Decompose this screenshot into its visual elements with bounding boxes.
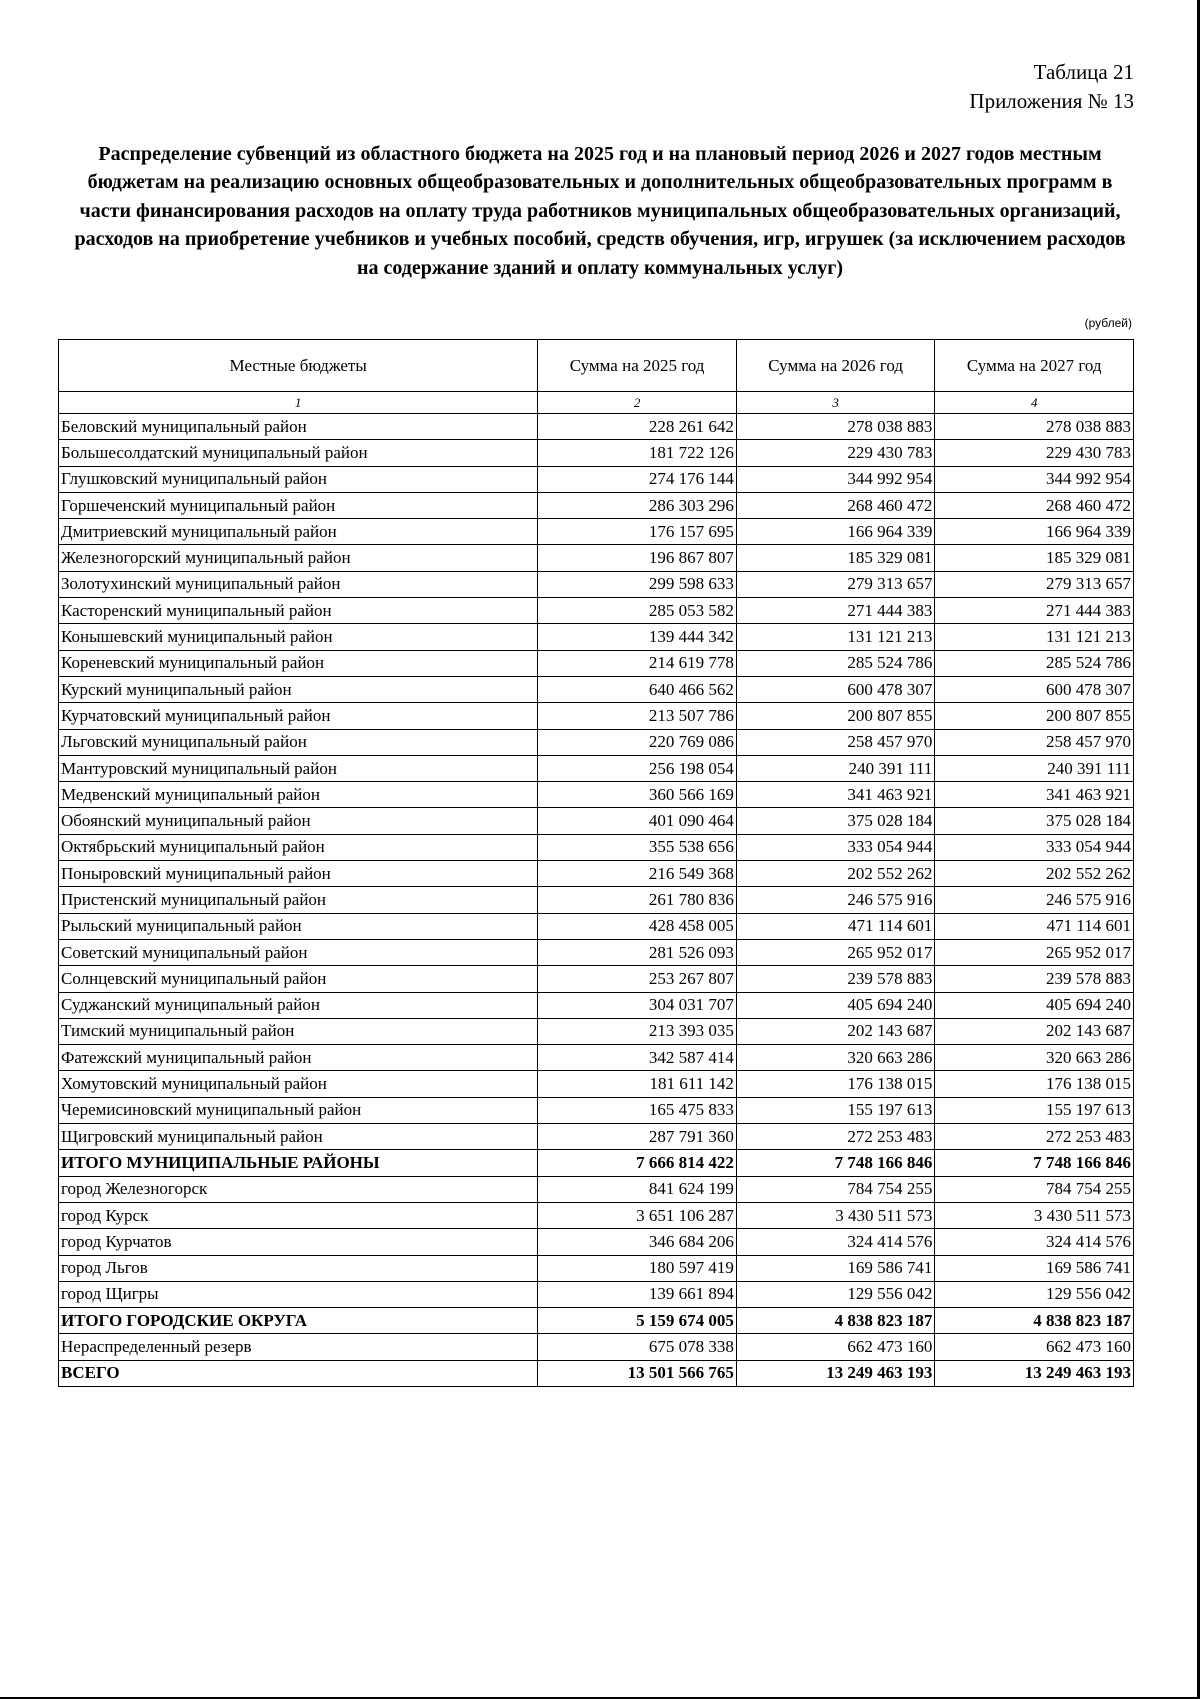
budget-name-cell: Тимский муниципальный район xyxy=(59,1018,538,1044)
table-row xyxy=(59,861,1134,887)
subvention-table xyxy=(58,339,1134,1387)
column-number: 2 xyxy=(538,392,737,414)
amount-2027-cell: 600 478 307 xyxy=(935,676,1134,702)
amount-2027-cell: 271 444 383 xyxy=(935,598,1134,624)
budget-name-cell: Солнцевский муниципальный район xyxy=(59,966,538,992)
amount-2027-cell: 333 054 944 xyxy=(935,834,1134,860)
column-number: 1 xyxy=(59,392,538,414)
amount-2027-cell: 285 524 786 xyxy=(935,650,1134,676)
table-row xyxy=(59,703,1134,729)
table-row xyxy=(59,1018,1134,1044)
budget-name-cell: Пристенский муниципальный район xyxy=(59,887,538,913)
table-row xyxy=(59,1045,1134,1071)
amount-2027-cell: 229 430 783 xyxy=(935,440,1134,466)
amount-2027-cell: 265 952 017 xyxy=(935,939,1134,965)
budget-name-cell: Хомутовский муниципальный район xyxy=(59,1071,538,1097)
table-row xyxy=(59,992,1134,1018)
table-row xyxy=(59,519,1134,545)
table-total-row xyxy=(59,1308,1134,1334)
amount-2026-cell: 131 121 213 xyxy=(736,624,935,650)
amount-2027-cell: 405 694 240 xyxy=(935,992,1134,1018)
budget-name-cell: Глушковский муниципальный район xyxy=(59,466,538,492)
amount-2026-cell: 169 586 741 xyxy=(736,1255,935,1281)
amount-2025-cell: 256 198 054 xyxy=(538,755,737,781)
budget-name-cell: Беловский муниципальный район xyxy=(59,414,538,440)
table-row xyxy=(59,966,1134,992)
amount-2025-cell: 360 566 169 xyxy=(538,782,737,808)
table-row xyxy=(59,492,1134,518)
table-row xyxy=(59,887,1134,913)
amount-2025-cell: 304 031 707 xyxy=(538,992,737,1018)
budget-name-cell: Касторенский муниципальный район xyxy=(59,598,538,624)
budget-name-cell: Железногорский муниципальный район xyxy=(59,545,538,571)
amount-2025-cell: 261 780 836 xyxy=(538,887,737,913)
amount-2026-cell: 268 460 472 xyxy=(736,492,935,518)
amount-2027-cell: 239 578 883 xyxy=(935,966,1134,992)
amount-2025-cell: 165 475 833 xyxy=(538,1097,737,1123)
budget-name-cell: ИТОГО МУНИЦИПАЛЬНЫЕ РАЙОНЫ xyxy=(59,1150,538,1176)
budget-name-cell: Октябрьский муниципальный район xyxy=(59,834,538,860)
budget-name-cell: Конышевский муниципальный район xyxy=(59,624,538,650)
amount-2027-cell: 341 463 921 xyxy=(935,782,1134,808)
amount-2026-cell: 471 114 601 xyxy=(736,913,935,939)
amount-2027-cell: 176 138 015 xyxy=(935,1071,1134,1097)
amount-2026-cell: 279 313 657 xyxy=(736,571,935,597)
amount-2025-cell: 5 159 674 005 xyxy=(538,1308,737,1334)
budget-name-cell: город Курск xyxy=(59,1202,538,1228)
amount-2025-cell: 299 598 633 xyxy=(538,571,737,597)
amount-2026-cell: 155 197 613 xyxy=(736,1097,935,1123)
budget-name-cell: Нераспределенный резерв xyxy=(59,1334,538,1360)
amount-2026-cell: 784 754 255 xyxy=(736,1176,935,1202)
amount-2026-cell: 258 457 970 xyxy=(736,729,935,755)
amount-2027-cell: 268 460 472 xyxy=(935,492,1134,518)
column-number: 3 xyxy=(736,392,935,414)
amount-2025-cell: 287 791 360 xyxy=(538,1124,737,1150)
amount-2025-cell: 181 611 142 xyxy=(538,1071,737,1097)
amount-2027-cell: 240 391 111 xyxy=(935,755,1134,781)
amount-2025-cell: 220 769 086 xyxy=(538,729,737,755)
budget-name-cell: ИТОГО ГОРОДСКИЕ ОКРУГА xyxy=(59,1308,538,1334)
amount-2026-cell: 405 694 240 xyxy=(736,992,935,1018)
amount-2025-cell: 196 867 807 xyxy=(538,545,737,571)
amount-2025-cell: 216 549 368 xyxy=(538,861,737,887)
budget-name-cell: Курский муниципальный район xyxy=(59,676,538,702)
budget-name-cell: Щигровский муниципальный район xyxy=(59,1124,538,1150)
amount-2027-cell: 131 121 213 xyxy=(935,624,1134,650)
amount-2026-cell: 166 964 339 xyxy=(736,519,935,545)
amount-2027-cell: 375 028 184 xyxy=(935,808,1134,834)
amount-2027-cell: 662 473 160 xyxy=(935,1334,1134,1360)
amount-2026-cell: 7 748 166 846 xyxy=(736,1150,935,1176)
budget-name-cell: Советский муниципальный район xyxy=(59,939,538,965)
amount-2027-cell: 200 807 855 xyxy=(935,703,1134,729)
amount-2025-cell: 180 597 419 xyxy=(538,1255,737,1281)
amount-2025-cell: 181 722 126 xyxy=(538,440,737,466)
budget-name-cell: Суджанский муниципальный район xyxy=(59,992,538,1018)
column-number-row xyxy=(59,392,1134,414)
amount-2026-cell: 662 473 160 xyxy=(736,1334,935,1360)
table-row xyxy=(59,1097,1134,1123)
amount-2025-cell: 228 261 642 xyxy=(538,414,737,440)
table-number: Таблица 21 xyxy=(1033,60,1134,84)
table-row xyxy=(59,939,1134,965)
amount-2026-cell: 600 478 307 xyxy=(736,676,935,702)
amount-2027-cell: 258 457 970 xyxy=(935,729,1134,755)
budget-name-cell: Черемисиновский муниципальный район xyxy=(59,1097,538,1123)
table-row xyxy=(59,834,1134,860)
table-row xyxy=(59,782,1134,808)
amount-2026-cell: 333 054 944 xyxy=(736,834,935,860)
table-row xyxy=(59,1229,1134,1255)
budget-name-cell: город Льгов xyxy=(59,1255,538,1281)
table-row xyxy=(59,598,1134,624)
table-row xyxy=(59,440,1134,466)
column-header-2027: Сумма на 2027 год xyxy=(935,340,1134,392)
table-row xyxy=(59,1202,1134,1228)
amount-2025-cell: 285 053 582 xyxy=(538,598,737,624)
budget-name-cell: Золотухинский муниципальный район xyxy=(59,571,538,597)
amount-2027-cell: 202 552 262 xyxy=(935,861,1134,887)
budget-name-cell: ВСЕГО xyxy=(59,1360,538,1386)
amount-2025-cell: 401 090 464 xyxy=(538,808,737,834)
table-row xyxy=(59,571,1134,597)
amount-2025-cell: 428 458 005 xyxy=(538,913,737,939)
amount-2027-cell: 320 663 286 xyxy=(935,1045,1134,1071)
amount-2026-cell: 246 575 916 xyxy=(736,887,935,913)
amount-2027-cell: 279 313 657 xyxy=(935,571,1134,597)
amount-2027-cell: 7 748 166 846 xyxy=(935,1150,1134,1176)
table-row xyxy=(59,650,1134,676)
table-header-row xyxy=(59,340,1134,392)
amount-2026-cell: 4 838 823 187 xyxy=(736,1308,935,1334)
amount-2026-cell: 271 444 383 xyxy=(736,598,935,624)
budget-name-cell: Большесолдатский муниципальный район xyxy=(59,440,538,466)
amount-2026-cell: 129 556 042 xyxy=(736,1281,935,1307)
amount-2025-cell: 13 501 566 765 xyxy=(538,1360,737,1386)
amount-2026-cell: 200 807 855 xyxy=(736,703,935,729)
budget-name-cell: Медвенский муниципальный район xyxy=(59,782,538,808)
table-row xyxy=(59,729,1134,755)
amount-2026-cell: 278 038 883 xyxy=(736,414,935,440)
budget-name-cell: Горшеченский муниципальный район xyxy=(59,492,538,518)
amount-2026-cell: 3 430 511 573 xyxy=(736,1202,935,1228)
amount-2027-cell: 129 556 042 xyxy=(935,1281,1134,1307)
amount-2026-cell: 375 028 184 xyxy=(736,808,935,834)
amount-2025-cell: 274 176 144 xyxy=(538,466,737,492)
amount-2025-cell: 841 624 199 xyxy=(538,1176,737,1202)
amount-2025-cell: 3 651 106 287 xyxy=(538,1202,737,1228)
table-row xyxy=(59,808,1134,834)
table-row xyxy=(59,1124,1134,1150)
amount-2027-cell: 324 414 576 xyxy=(935,1229,1134,1255)
amount-2025-cell: 346 684 206 xyxy=(538,1229,737,1255)
amount-2026-cell: 229 430 783 xyxy=(736,440,935,466)
amount-2025-cell: 176 157 695 xyxy=(538,519,737,545)
amount-2026-cell: 265 952 017 xyxy=(736,939,935,965)
amount-2025-cell: 281 526 093 xyxy=(538,939,737,965)
table-row xyxy=(59,1255,1134,1281)
column-header-2026: Сумма на 2026 год xyxy=(736,340,935,392)
table-row xyxy=(59,1176,1134,1202)
amount-2026-cell: 176 138 015 xyxy=(736,1071,935,1097)
amount-2025-cell: 214 619 778 xyxy=(538,650,737,676)
table-row xyxy=(59,1071,1134,1097)
column-header-budgets: Местные бюджеты xyxy=(59,340,538,392)
amount-2025-cell: 213 507 786 xyxy=(538,703,737,729)
table-row xyxy=(59,676,1134,702)
amount-2025-cell: 139 444 342 xyxy=(538,624,737,650)
budget-name-cell: Поныровский муниципальный район xyxy=(59,861,538,887)
amount-2027-cell: 272 253 483 xyxy=(935,1124,1134,1150)
appendix-number: Приложения № 13 xyxy=(969,89,1134,113)
amount-2027-cell: 202 143 687 xyxy=(935,1018,1134,1044)
amount-2027-cell: 185 329 081 xyxy=(935,545,1134,571)
amount-2026-cell: 320 663 286 xyxy=(736,1045,935,1071)
amount-2025-cell: 7 666 814 422 xyxy=(538,1150,737,1176)
amount-2026-cell: 13 249 463 193 xyxy=(736,1360,935,1386)
budget-name-cell: Рыльский муниципальный район xyxy=(59,913,538,939)
amount-2025-cell: 675 078 338 xyxy=(538,1334,737,1360)
budget-name-cell: город Железногорск xyxy=(59,1176,538,1202)
budget-name-cell: Курчатовский муниципальный район xyxy=(59,703,538,729)
amount-2027-cell: 13 249 463 193 xyxy=(935,1360,1134,1386)
amount-2025-cell: 286 303 296 xyxy=(538,492,737,518)
table-row xyxy=(59,1334,1134,1360)
amount-2027-cell: 155 197 613 xyxy=(935,1097,1134,1123)
amount-2026-cell: 240 391 111 xyxy=(736,755,935,781)
amount-2027-cell: 278 038 883 xyxy=(935,414,1134,440)
amount-2027-cell: 471 114 601 xyxy=(935,913,1134,939)
amount-2026-cell: 344 992 954 xyxy=(736,466,935,492)
table-total-row xyxy=(59,1360,1134,1386)
amount-2026-cell: 185 329 081 xyxy=(736,545,935,571)
table-row xyxy=(59,414,1134,440)
column-number: 4 xyxy=(935,392,1134,414)
amount-2025-cell: 355 538 656 xyxy=(538,834,737,860)
budget-name-cell: город Щигры xyxy=(59,1281,538,1307)
amount-2026-cell: 272 253 483 xyxy=(736,1124,935,1150)
budget-name-cell: Дмитриевский муниципальный район xyxy=(59,519,538,545)
amount-2026-cell: 324 414 576 xyxy=(736,1229,935,1255)
table-row xyxy=(59,624,1134,650)
budget-name-cell: Фатежский муниципальный район xyxy=(59,1045,538,1071)
amount-2025-cell: 139 661 894 xyxy=(538,1281,737,1307)
amount-2026-cell: 202 143 687 xyxy=(736,1018,935,1044)
table-row xyxy=(59,545,1134,571)
amount-2027-cell: 784 754 255 xyxy=(935,1176,1134,1202)
table-row xyxy=(59,466,1134,492)
amount-2025-cell: 213 393 035 xyxy=(538,1018,737,1044)
amount-2025-cell: 253 267 807 xyxy=(538,966,737,992)
budget-name-cell: Обоянский муниципальный район xyxy=(59,808,538,834)
amount-2027-cell: 169 586 741 xyxy=(935,1255,1134,1281)
amount-2027-cell: 166 964 339 xyxy=(935,519,1134,545)
amount-2027-cell: 4 838 823 187 xyxy=(935,1308,1134,1334)
document-title: Распределение субвенций из областного бюджета на 2025 год и на плановый период 2026 и 2027 годов местным бюджетам на реализацию основных общеобразовательных и дополнительных общеобразовательных программ в части финансирования расходов на оплату труда работников муниципальных общеобразовательных организаций, расходов на приобретение учебников и учебных пособий, средств обучения, игр, игрушек (за исключением расходов на содержание зданий и оплату коммунальных услуг) xyxy=(74,143,1126,279)
amount-2025-cell: 640 466 562 xyxy=(538,676,737,702)
amount-2025-cell: 342 587 414 xyxy=(538,1045,737,1071)
amount-2026-cell: 239 578 883 xyxy=(736,966,935,992)
amount-2027-cell: 344 992 954 xyxy=(935,466,1134,492)
budget-name-cell: город Курчатов xyxy=(59,1229,538,1255)
units-label: (рублей) xyxy=(1084,316,1132,330)
table-row xyxy=(59,913,1134,939)
budget-name-cell: Кореневский муниципальный район xyxy=(59,650,538,676)
table-row xyxy=(59,755,1134,781)
amount-2026-cell: 285 524 786 xyxy=(736,650,935,676)
amount-2026-cell: 341 463 921 xyxy=(736,782,935,808)
table-row xyxy=(59,1281,1134,1307)
document-reference xyxy=(969,58,1134,116)
budget-name-cell: Мантуровский муниципальный район xyxy=(59,755,538,781)
table-body xyxy=(59,414,1134,1387)
budget-name-cell: Льговский муниципальный район xyxy=(59,729,538,755)
column-header-2025: Сумма на 2025 год xyxy=(538,340,737,392)
table-total-row xyxy=(59,1150,1134,1176)
amount-2027-cell: 246 575 916 xyxy=(935,887,1134,913)
amount-2027-cell: 3 430 511 573 xyxy=(935,1202,1134,1228)
amount-2026-cell: 202 552 262 xyxy=(736,861,935,887)
